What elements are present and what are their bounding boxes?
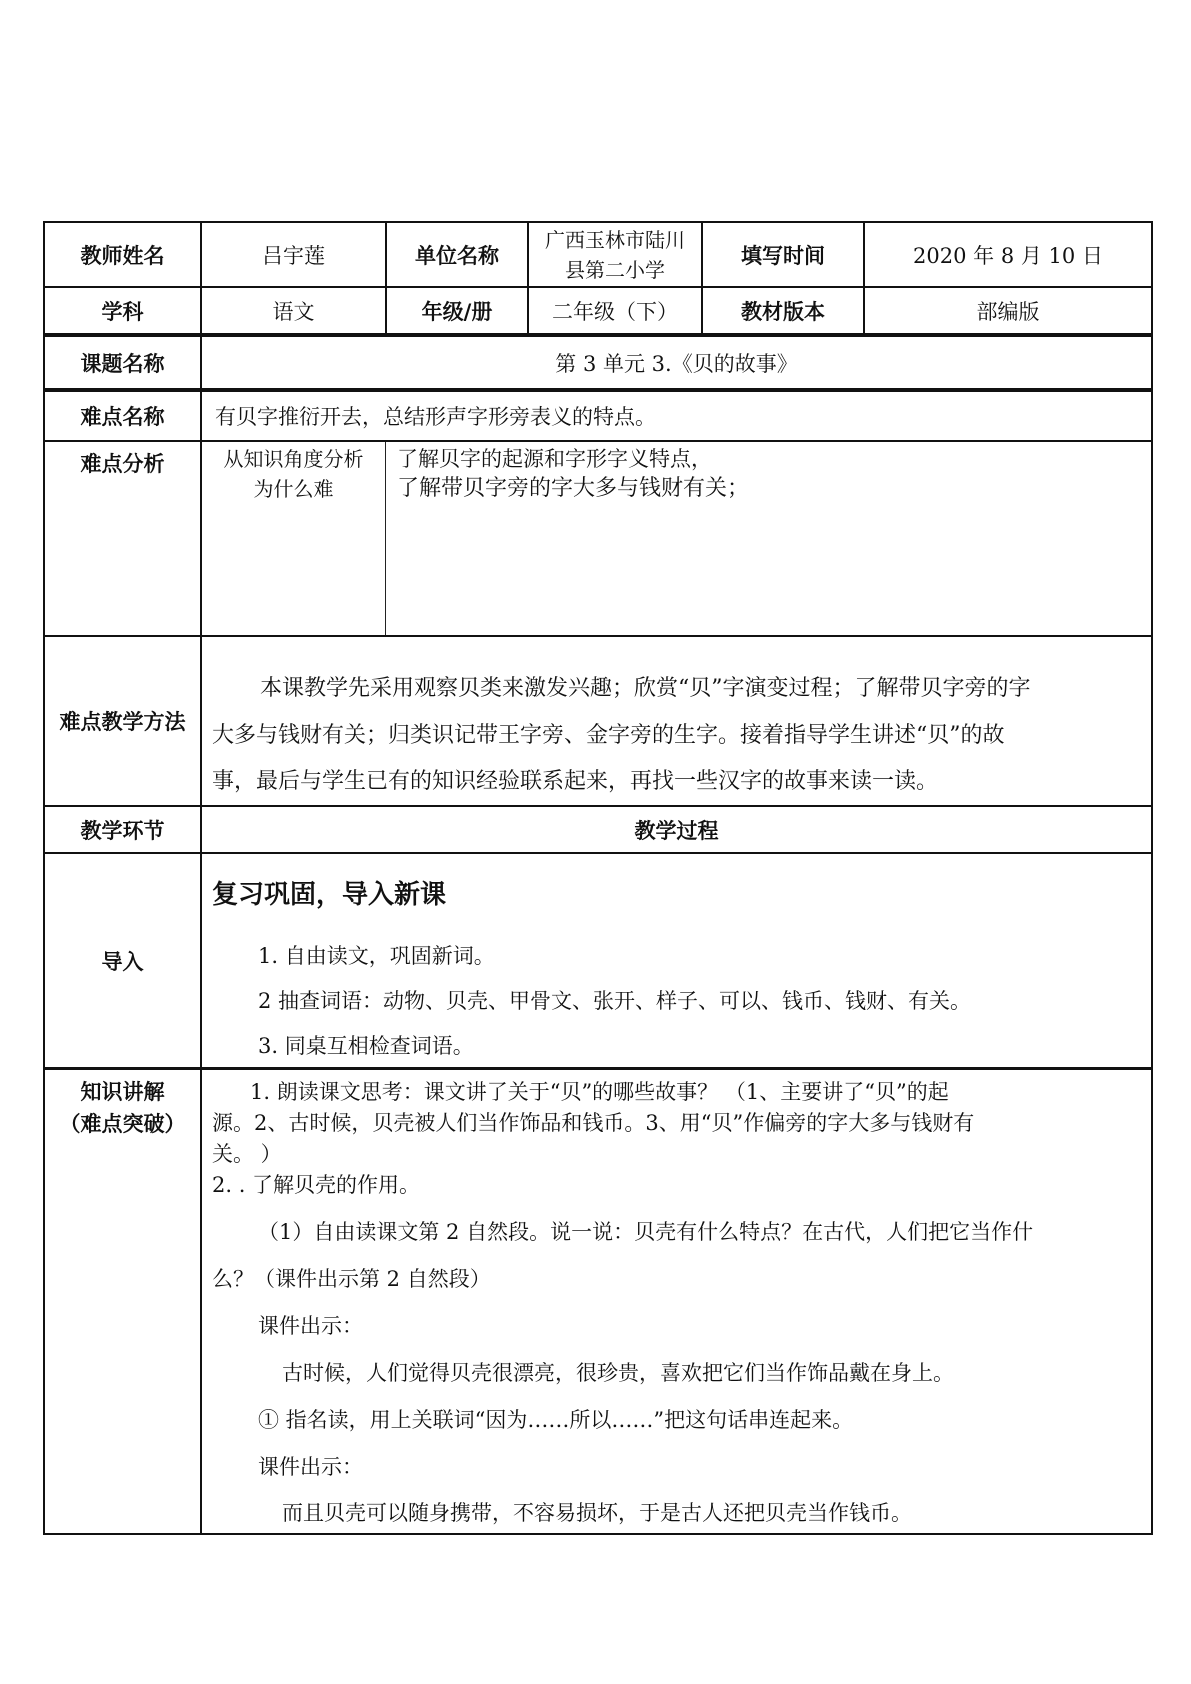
teacher-name-label: 教师姓名	[80, 243, 165, 268]
subject-label: 学科	[101, 299, 144, 324]
analysis-sub-line2: 为什么难	[253, 477, 334, 501]
knowledge-line-10: 课件出示：	[258, 1455, 363, 1479]
knowledge-line-11: 而且贝壳可以随身携带，不容易损坏，于是古人还把贝壳当作钱币。	[282, 1501, 912, 1525]
knowledge-line-2: 源。2、古时候，贝壳被人们当作饰品和钱币。3、用“贝”作偏旁的字大多与钱财有	[212, 1111, 975, 1135]
analysis-line1: 了解贝字的起源和字形字义特点，	[397, 447, 712, 471]
unit-name-label: 单位名称	[415, 243, 499, 268]
analysis-line2: 了解带贝字旁的字大多与钱财有关；	[397, 476, 750, 501]
knowledge-label	[45, 1070, 200, 1533]
edition-value: 部编版	[976, 299, 1040, 324]
difficulty-value: 有贝字推衍开去，总结形声字形旁表义的特点。	[215, 405, 656, 429]
intro-item-2: 2 抽查词语：动物、贝壳、甲骨文、张开、样子、可以、钱币、钱财、有关。	[258, 989, 972, 1013]
unit-name-value	[529, 223, 701, 286]
difficulty-label: 难点名称	[80, 405, 165, 429]
analysis-sub-line1: 从知识角度分析	[223, 447, 364, 471]
analysis-content	[397, 442, 1147, 635]
date-label: 填写时间	[741, 243, 825, 268]
date-value: 2020 年 8 月 10 日	[913, 243, 1103, 268]
table-bottom-border	[43, 1533, 1153, 1535]
method-line1: 本课教学先采用观察贝类来激发兴趣；欣赏“贝”字演变过程；了解带贝字旁的字	[260, 676, 1031, 701]
row-difficulty-analysis	[43, 440, 1153, 635]
method-line2: 大多与钱财有关；归类识记带王字旁、金字旁的生字。接着指导学生讲述“贝”的故	[212, 723, 1005, 748]
knowledge-line-5: （1）自由读课文第 2 自然段。说一说：贝壳有什么特点？在古代，人们把它当作什	[258, 1220, 1034, 1244]
analysis-label: 难点分析	[80, 452, 165, 476]
method-line3: 事，最后与学生已有的知识经验联系起来，再找一些汉字的故事来读一读。	[212, 769, 939, 794]
row-difficulty-name	[43, 388, 1153, 440]
knowledge-label-line1: 知识讲解	[80, 1080, 165, 1104]
grade-value: 二年级（下）	[552, 299, 678, 324]
row-intro	[43, 852, 1153, 1067]
unit-name-line2: 县第二小学	[565, 257, 665, 282]
row-subject-info	[43, 286, 1153, 333]
row-knowledge	[43, 1067, 1153, 1533]
edition-label: 教材版本	[741, 299, 825, 324]
intro-label: 导入	[101, 949, 144, 974]
intro-item-3: 3. 同桌互相检查词语。	[258, 1034, 474, 1058]
teacher-name-value: 吕宇莲	[262, 243, 325, 268]
knowledge-line-4: 2. . 了解贝壳的作用。	[212, 1173, 421, 1197]
knowledge-line-7: 课件出示：	[258, 1314, 363, 1338]
intro-heading: 复习巩固，导入新课	[212, 880, 447, 910]
lesson-title-value: 第 3 单元 3.《贝的故事》	[555, 351, 798, 376]
process-label: 教学过程	[634, 818, 719, 843]
knowledge-line-6: 么？（课件出示第 2 自然段）	[212, 1267, 491, 1291]
row-teaching-method	[43, 635, 1153, 805]
intro-item-1: 1. 自由读文，巩固新词。	[258, 944, 495, 968]
knowledge-line-3: 关。 ）	[212, 1142, 282, 1166]
knowledge-line-9: ① 指名读，用上关联词“因为……所以……”把这句话串连起来。	[258, 1408, 854, 1432]
lesson-title-label: 课题名称	[80, 351, 165, 376]
row-teacher-info	[43, 221, 1153, 286]
knowledge-line-1: 1. 朗读课文思考：课文讲了关于“贝”的哪些故事？ （1、主要讲了“贝”的起	[250, 1080, 949, 1104]
unit-name-line1: 广西玉林市陆川	[545, 227, 685, 252]
row-lesson-title	[43, 333, 1153, 388]
row-section-headers	[43, 805, 1153, 852]
stage-label: 教学环节	[80, 818, 165, 843]
grade-label: 年级/册	[421, 299, 493, 324]
knowledge-label-line2: （难点突破）	[59, 1112, 186, 1136]
method-label: 难点教学方法	[59, 710, 186, 734]
knowledge-line-8: 古时候，人们觉得贝壳很漂亮，很珍贵，喜欢把它们当作饰品戴在身上。	[282, 1361, 954, 1385]
subject-value: 语文	[272, 299, 315, 324]
analysis-sub-label	[202, 442, 385, 635]
